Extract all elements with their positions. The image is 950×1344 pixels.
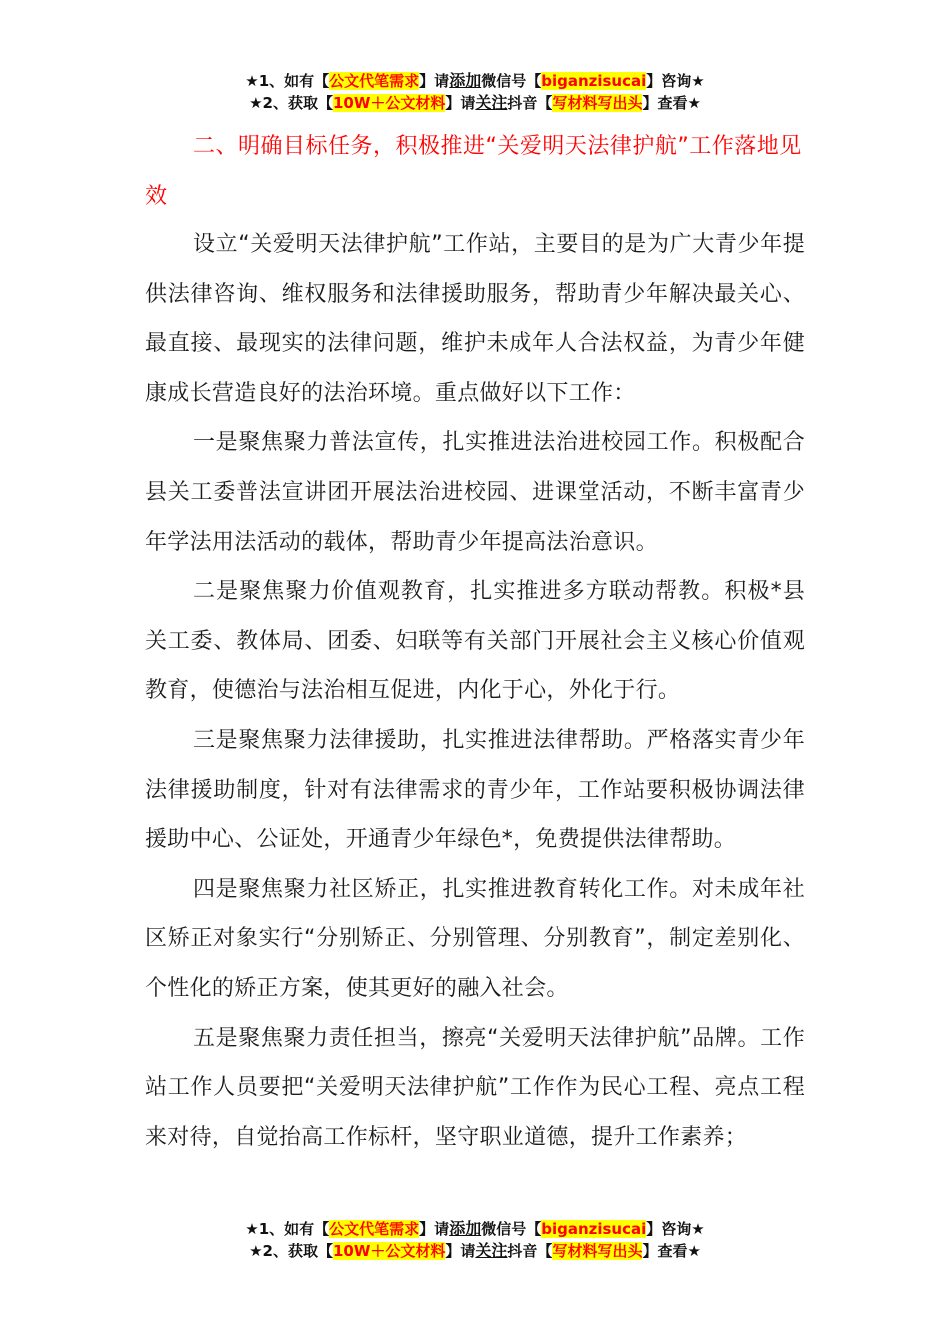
banner-text: 抖音【: [507, 1242, 553, 1260]
banner-highlight: 公文代笔需求: [329, 1220, 420, 1238]
paragraph-item-2: 二是聚焦聚力价值观教育，扎实推进多方联动帮教。积极*县关工委、教体局、团委、妇联等有关部门开展社会主义核心价值观教育，使德治与法治相互促进，内化于心，外化于行。: [145, 579, 805, 704]
banner-text: 】请: [419, 1220, 450, 1238]
banner-text: 微信号【: [481, 1220, 542, 1238]
banner-text: 】请: [419, 72, 450, 90]
banner-highlight: 写材料写出头: [552, 1242, 643, 1260]
banner-text: 】查看★: [642, 1242, 701, 1260]
banner-highlight: biganzisucai: [541, 72, 647, 90]
footer-banner: [0, 1218, 950, 1262]
document-body: [145, 220, 805, 1162]
banner-text: ★1、如有【: [245, 1220, 330, 1238]
banner-text: 】查看★: [642, 94, 701, 112]
banner-text: ★2、获取【: [249, 94, 333, 112]
banner-underline: 关注: [475, 1241, 508, 1260]
banner-highlight: biganzisucai: [541, 1220, 647, 1238]
banner-line-1: [0, 70, 950, 92]
banner-underline: 添加: [449, 71, 482, 90]
banner-text: 】咨询★: [646, 1220, 705, 1238]
banner-line-2: [0, 92, 950, 114]
paragraph-intro: 设立“关爱明天法律护航”工作站，主要目的是为广大青少年提供法律咨询、维权服务和法律援助服务，帮助青少年解决最关心、最直接、最现实的法律问题，维护未成年人合法权益，为青少年健康成长营造良好的法治环境。重点做好以下工作：: [145, 232, 805, 406]
banner-highlight: 写材料写出头: [552, 94, 643, 112]
banner-text: 】请: [445, 94, 476, 112]
banner-highlight: 公文代笔需求: [329, 72, 420, 90]
banner-text: ★2、获取【: [249, 1242, 333, 1260]
section-heading: 二、明确目标任务，积极推进“关爱明天法律护航”工作落地见效: [145, 134, 802, 209]
banner-underline: 添加: [449, 1219, 482, 1238]
banner-text: 】请: [445, 1242, 476, 1260]
banner-highlight: 10W＋公文材料: [332, 94, 446, 112]
banner-text: 微信号【: [481, 72, 542, 90]
banner-line-2: [0, 1240, 950, 1262]
paragraph-item-5: 五是聚焦聚力责任担当，擦亮“关爱明天法律护航”品牌。工作站工作人员要把“关爱明天法律护航”工作作为民心工程、亮点工程来对待，自觉抬高工作标杆，坚守职业道德，提升工作素养；: [145, 1025, 805, 1150]
banner-text: 抖音【: [507, 94, 553, 112]
paragraph-item-1: 一是聚焦聚力普法宣传，扎实推进法治进校园工作。积极配合县关工委普法宣讲团开展法治进校园、进课堂活动，不断丰富青少年学法用法活动的载体，帮助青少年提高法治意识。: [145, 430, 805, 555]
banner-text: 】咨询★: [646, 72, 705, 90]
header-banner: [0, 70, 950, 114]
banner-text: ★1、如有【: [245, 72, 330, 90]
banner-line-1: [0, 1218, 950, 1240]
paragraph-item-4: 四是聚焦聚力社区矫正，扎实推进教育转化工作。对未成年社区矫正对象实行“分别矫正、分别管理、分别教育”，制定差别化、个性化的矫正方案，使其更好的融入社会。: [145, 876, 805, 1001]
paragraph-item-3: 三是聚焦聚力法律援助，扎实推进法律帮助。严格落实青少年法律援助制度，针对有法律需求的青少年，工作站要积极协调法律援助中心、公证处，开通青少年绿色*，免费提供法律帮助。: [145, 727, 805, 853]
banner-underline: 关注: [475, 93, 508, 112]
banner-highlight: 10W＋公文材料: [332, 1242, 446, 1260]
